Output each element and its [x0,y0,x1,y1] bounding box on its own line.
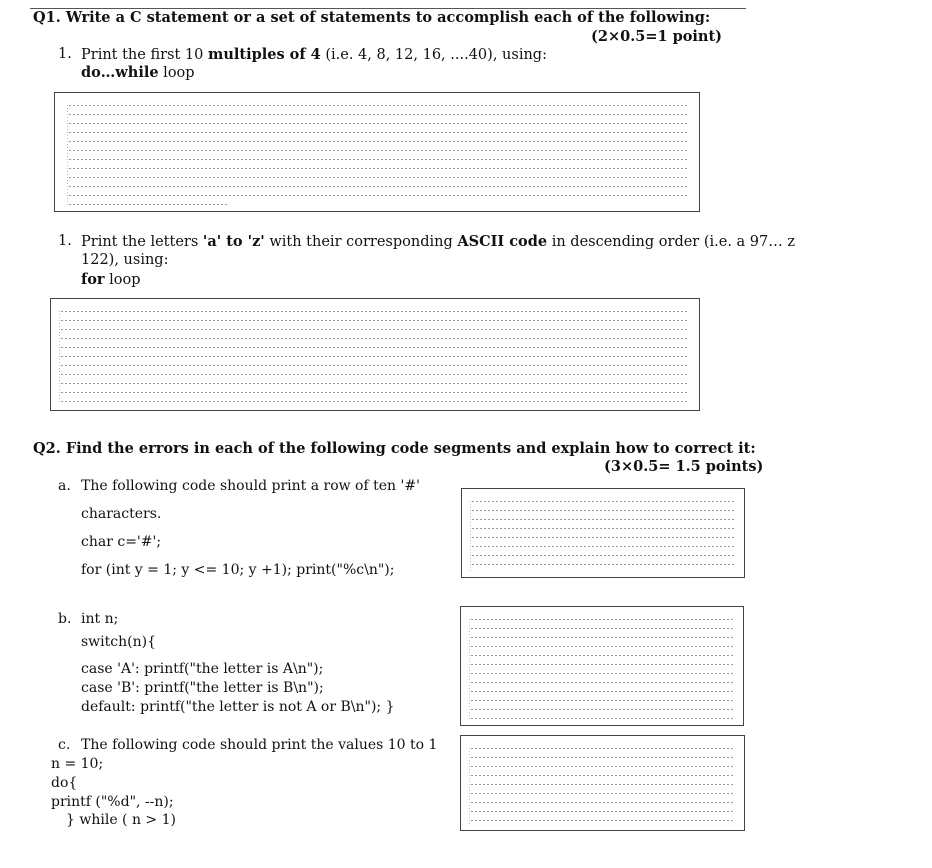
q1-item2-answer-box[interactable] [50,298,700,411]
q2c-code-line2: do{ [51,775,78,791]
answer-guide-line [471,628,733,629]
q2c-label: c. [58,737,71,753]
answer-guide-line [471,748,734,749]
answer-guide-line [471,709,733,710]
answer-guide-line [472,537,734,538]
q2a-code-line1: char c='#'; [81,534,162,550]
q1-item1-number: 1. [58,46,72,62]
answer-guide-line [472,546,734,547]
q2a-line2: characters. [81,506,162,522]
q2-heading: Q2. Find the errors in each of the following code segments and explain how to correct it: [33,440,756,457]
answer-guide-line [61,374,687,375]
answer-guide-line [69,159,687,160]
answer-guide-line [69,168,687,169]
answer-guide-line [69,195,687,196]
answer-guide-line [61,320,687,321]
answer-guide-line [61,329,687,330]
q1-item1-answer-box[interactable] [54,92,700,212]
answer-guide-line [61,347,687,348]
answer-guide-line [472,510,734,511]
answer-guide-line [471,673,733,674]
q1-item2-text: Print the letters 'a' to 'z' with their corresponding ASCII code in descending order (i.e. a 97… z [81,233,796,250]
answer-guide-line [69,114,687,115]
answer-guide-line [61,383,687,384]
answer-guide-line [471,793,734,794]
answer-guide-line [471,664,733,665]
q2c-code-line3: printf ("%d", --n); [51,794,174,810]
q2b-code-line3: case 'A': printf("the letter is A\n"); [81,661,324,677]
q2c-answer-box[interactable] [460,735,745,831]
answer-guide-line [61,392,687,393]
answer-guide-line [61,338,687,339]
q2b-code-line4: case 'B': printf("the letter is B\n"); [81,680,324,696]
q2c-code-line4: } while ( n > 1) [66,812,176,828]
answer-guide-line [471,802,734,803]
q2a-answer-box[interactable] [461,488,745,578]
answer-margin-line [59,311,60,404]
answer-guide-line [61,356,687,357]
q1-item1-loop: do…while loop [81,64,195,81]
q2-points: (3×0.5= 1.5 points) [604,458,764,475]
answer-guide-line [69,105,687,106]
q1-item2-loop: for loop [81,271,141,288]
q2a-line1: The following code should print a row of ten '#' [81,478,420,494]
q2c-code-line1: n = 10; [51,756,104,772]
answer-guide-line [471,655,733,656]
answer-guide-line [471,784,734,785]
answer-guide-line [69,141,687,142]
q1-item2-number: 1. [58,233,72,249]
answer-guide-line [471,766,734,767]
q2b-code-line1: int n; [81,611,119,627]
q1-item1-text: Print the first 10 multiples of 4 (i.e. 4, 8, 12, 16, ....40), using: [81,46,547,63]
q2b-answer-box[interactable] [460,606,744,726]
answer-guide-line [472,555,734,556]
answer-guide-line [471,700,733,701]
answer-guide-line [69,204,229,205]
answer-guide-line [471,619,733,620]
answer-guide-line [471,637,733,638]
q2b-code-line5: default: printf("the letter is not A or B\n"); } [81,699,395,715]
answer-guide-line [471,820,734,821]
answer-guide-line [471,775,734,776]
answer-guide-line [61,311,687,312]
answer-guide-line [471,718,733,719]
answer-guide-line [69,123,687,124]
q2c-line1: The following code should print the values 10 to 1 [81,737,438,753]
answer-margin-line [469,748,470,824]
answer-margin-line [469,619,470,719]
q2a-label: a. [58,478,71,494]
q2b-label: b. [58,611,72,627]
answer-guide-line [471,757,734,758]
q1-points: (2×0.5=1 point) [591,28,723,45]
q1-item2-text-line2: 122), using: [81,252,169,268]
answer-guide-line [472,501,734,502]
answer-guide-line [472,564,734,565]
answer-guide-line [471,691,733,692]
answer-guide-line [471,646,733,647]
answer-guide-line [61,365,687,366]
answer-guide-line [69,132,687,133]
q1-heading: Q1. Write a C statement or a set of statements to accomplish each of the following: [33,9,711,26]
answer-guide-line [472,519,734,520]
answer-margin-line [67,105,68,205]
answer-guide-line [69,150,687,151]
answer-guide-line [69,186,687,187]
answer-guide-line [471,682,733,683]
answer-guide-line [472,528,734,529]
q2b-code-line2: switch(n){ [81,634,156,650]
answer-margin-line [470,501,471,571]
answer-guide-line [471,811,734,812]
q2a-code-line2: for (int y = 1; y <= 10; y +1); print("%c\n"); [81,562,395,578]
answer-guide-line [69,177,687,178]
answer-guide-line [61,401,687,402]
